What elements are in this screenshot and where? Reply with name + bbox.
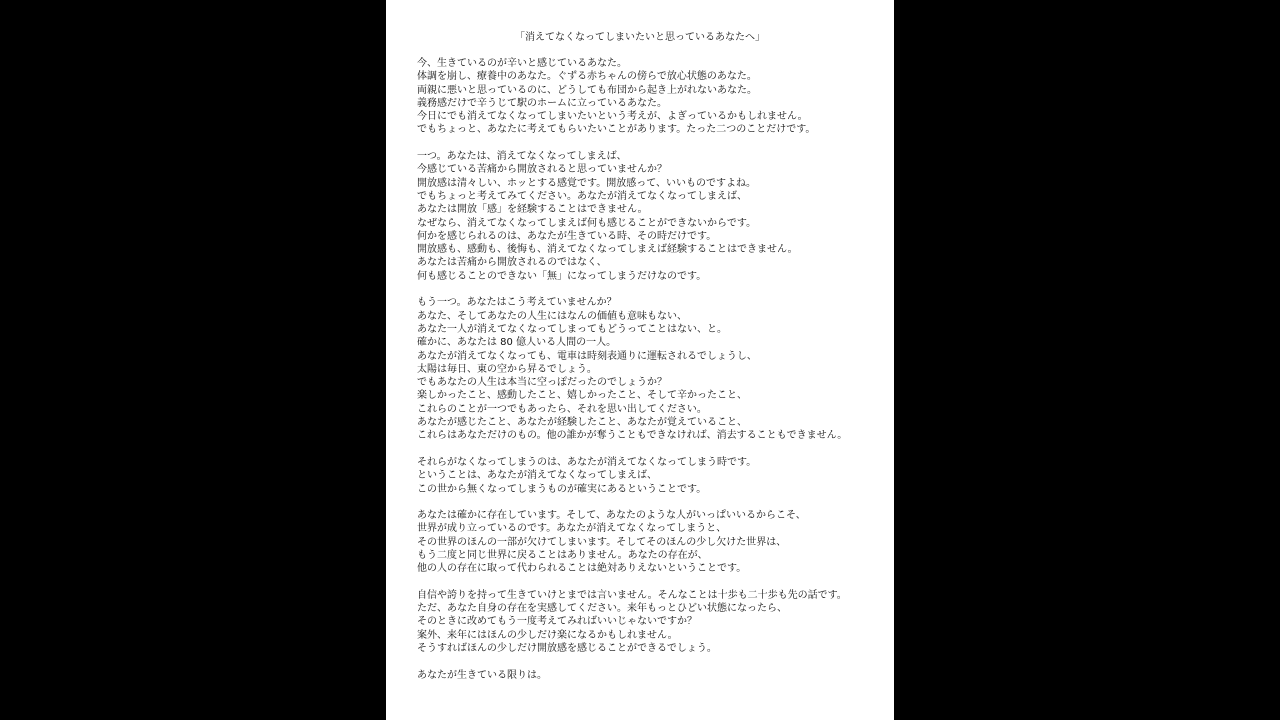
text-line: 確かに、あなたは 80 億人いる人間の一人。 (417, 337, 617, 349)
paragraph (417, 456, 877, 496)
text-line: 案外、来年にはほんの少しだけ楽になるかもしれません。 (417, 629, 678, 641)
text-line: 今感じている苦痛から開放されると思っていませんか？ (417, 164, 667, 176)
text-line: 開放感は清々しい、ホッとする感覚です。開放感って、いいものですよね。 (417, 177, 756, 189)
text-line: これらのことが一つでもあったら、それを思い出してください。 (417, 403, 707, 415)
text-line: そうすればほんの少しだけ開放感を感じることができるでしょう。 (417, 643, 717, 655)
text-line: 太陽は毎日、東の空から昇るでしょう。 (417, 363, 597, 375)
text-line: 何かを感じられるのは、あなたが生きている時、その時だけです。 (417, 230, 717, 242)
text-line: 世界が成り立っているのです。あなたが消えてなくなってしまうと、 (417, 523, 727, 535)
text-line: あなたは確かに存在しています。そして、あなたのような人がいっぱいいるからこそ、 (417, 510, 806, 522)
text-line: もう二度と同じ世界に戻ることはありません。あなたの存在が、 (417, 549, 708, 561)
paragraph (417, 150, 877, 283)
text-line: 他の人の存在に取って代わられることは絶対ありえないということです。 (417, 563, 747, 575)
text-line: 自信や誇りを持って生きていけとまでは言いません。そんなことは十歩も二十歩も先の話です。 (417, 589, 847, 601)
text-line: その世界のほんの一部が欠けてしまいます。そしてそのほんの少し欠けた世界は、 (417, 536, 787, 548)
text-line: 一つ。あなたは、消えてなくなってしまえば、 (417, 151, 627, 163)
text-line: もう一つ。あなたはこう考えていませんか？ (417, 297, 617, 309)
document-title: 「消えてなくなってしまいたいと思っているあなたへ」 (515, 32, 765, 43)
paragraph (417, 509, 877, 575)
text-line: 今、生きているのが辛いと感じているあなた。 (417, 58, 627, 69)
text-line: この世から無くなってしまうものが確実にあるということです。 (417, 483, 707, 495)
text-line: あなたは開放「感」を経験することはできません。 (417, 204, 648, 216)
text-line: あなた一人が消えてなくなってしまってもどうってことはない、と。 (417, 323, 727, 335)
text-line: そのときに改めてもう一度考えてみればいいじゃないですか？ (417, 616, 697, 628)
paragraph (417, 57, 877, 137)
text-line: 何も感じることのできない「無」になってしまうだけなのです。 (417, 270, 707, 282)
paragraph (417, 589, 877, 655)
text-line: あなたが消えてなくなっても、電車は時刻表通りに運転されるでしょうし、 (417, 350, 757, 362)
text-line: ということは、あなたが消えてなくなってしまえば、 (417, 470, 657, 482)
text-line: それらがなくなってしまうのは、あなたが消えてなくなってしまう時です。 (417, 456, 757, 468)
text-line: あなた、そしてあなたの人生にはなんの価値も意味もない、 (417, 310, 687, 322)
text-line: でもちょっと考えてみてください。あなたが消えてなくなってしまえば、 (417, 190, 747, 202)
document-body (417, 57, 877, 695)
text-line: 義務感だけで辛うじて駅のホームに立っているあなた。 (417, 97, 667, 109)
text-line: 両親に悪いと思っているのに、どうしても布団から起き上がれないあなた。 (417, 84, 757, 96)
text-line: 体調を崩し、療養中のあなた。ぐずる赤ちゃんの傍らで放心状態のあなた。 (417, 71, 757, 83)
text-line: あなたは苦痛から開放されるのではなく、 (417, 257, 607, 269)
text-line: これらはあなただけのもの。他の誰かが奪うこともできなければ、消去することもできません。 (417, 430, 848, 442)
text-line: あなたが感じたこと、あなたが経験したこと、あなたが覚えていること、 (417, 417, 747, 429)
text-line: 開放感も、感動も、後悔も、消えてなくなってしまえば経験することはできません。 (417, 244, 798, 256)
text-line: ただ、あなた自身の存在を実感してください。来年もっとひどい状態になったら、 (417, 603, 787, 615)
paragraph (417, 669, 877, 682)
text-line: でもあなたの人生は本当に空っぽだったのでしょうか？ (417, 377, 667, 389)
text-line: あなたが生きている限りは。 (417, 669, 547, 681)
text-line: 今日にでも消えてなくなってしまいたいという考えが、よぎっているかもしれません。 (417, 111, 808, 123)
paragraph (417, 296, 877, 442)
text-line: 楽しかったこと、感動したこと、嬉しかったこと、そして辛かったこと、 (417, 390, 747, 402)
text-line: なぜなら、消えてなくなってしまえば何も感じることができないからです。 (417, 217, 757, 229)
text-line: でもちょっと、あなたに考えてもらいたいことがあります。たった二つのことだけです。 (417, 124, 816, 136)
document-page (386, 0, 894, 720)
